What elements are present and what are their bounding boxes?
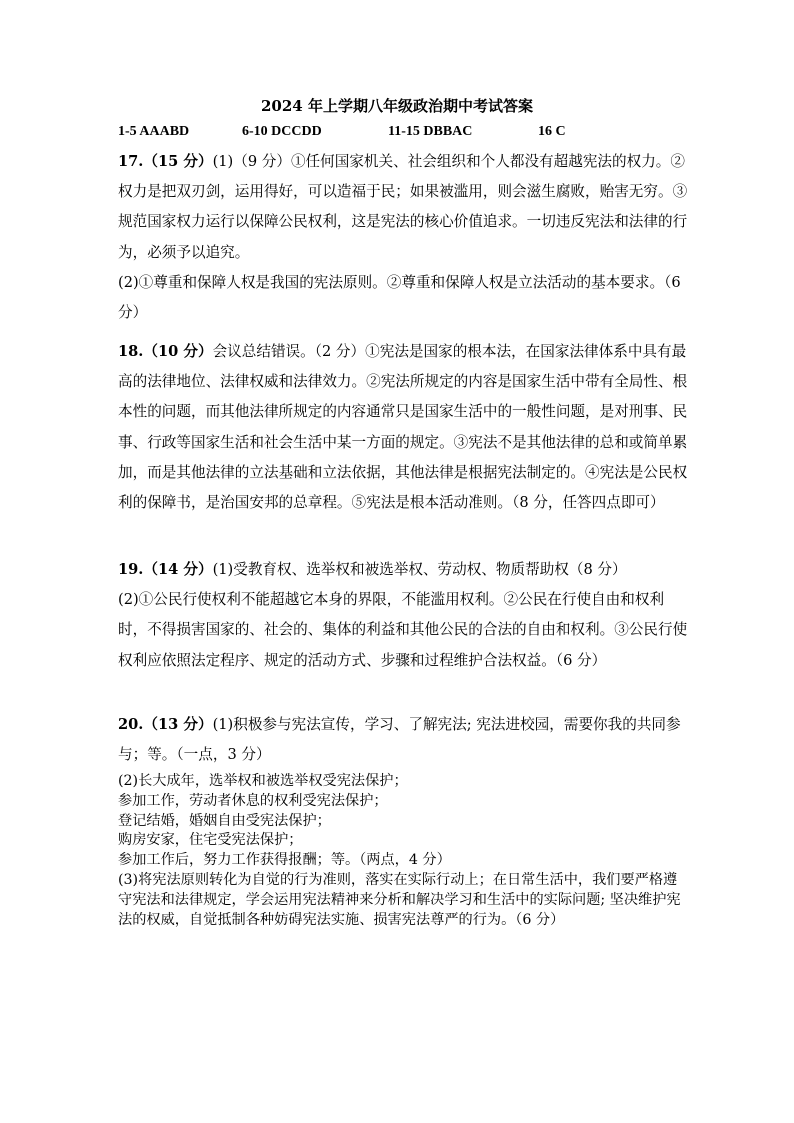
page-title: 2024 年上学期八年级政治期中考试答案 [261,97,533,115]
q17-number: 17.（15 分） [118,153,213,170]
q18-number: 18.（10 分） [118,343,213,360]
q18-text: 会议总结错误。（2 分）①宪法是国家的根本法，在国家法律体系中具有最高的法律地位、法律权威和法律效力。②宪法所规定的内容是国家生活中带有全局性、根本性的问题，而其他法律所规定的内容通常只是国家生活中的一般性问题，是对刑事、民事、行政等国家生活和社会生活中某一方面的规定。③宪法不是其他法律的总和或简单累加，而是其他法律的立法基础和立法依据，其他法律是根据宪法制定的。④宪法是公民权利的保障书，是治国安邦的总章程。⑤宪法是根本活动准则。（8 分，任答四点即可） [118,343,688,512]
q20-part2-line: 参加工作，劳动者休息的权利受宪法保护； [118,792,388,809]
q19-part2: (2)①公民行使权利不能超越它本身的界限，不能滥用权利。②公民在行使自由和权利时，不得损害国家的、社会的、集体的利益和其他公民的合法的自由和权利。③公民行使权利应依照法定程序、规定的活动方式、步骤和过程维护合法权益。（6 分） [118,591,688,669]
question-18 [118,337,688,518]
question-20 [118,710,688,770]
answer-16: 16 C [538,124,566,139]
question-17 [118,147,688,328]
q20-part3: (3)将宪法原则转化为自觉的行为准则，落实在实际行动上；在日常生活中，我们要严格遵守宪法和法律规定，学会运用宪法精神来分析和解决学习和生活中的实际问题; 坚决维护宪法的权威，自觉抵制各种妨碍宪法实施、损害宪法尊严的行为。（6 分） [118,871,681,928]
q17-part1 [118,147,688,268]
q20-part2-line: 参加工作后，努力工作获得报酬；等。（两点，4 分） [118,852,451,869]
q19-part1-text: (1)受教育权、选举权和被选举权、劳动权、物质帮助权（8 分） [212,561,627,578]
q20-part2 [118,772,688,930]
q17-part2: (2)①尊重和保障人权是我国的宪法原则。②尊重和保障人权是立法活动的基本要求。（6 分） [118,273,681,322]
q18-body [118,337,688,518]
question-19 [118,555,688,676]
q20-part2-line: 购房安家，住宅受宪法保护； [118,832,303,849]
answers-6-10: 6-10 DCCDD [242,124,322,139]
q19-number: 19.（14 分） [118,561,213,578]
q20-part2-line: 登记结婚，婚姻自由受宪法保护； [118,812,331,829]
answers-1-5: 1-5 AAABD [118,124,190,139]
q20-part1-text: (1)积极参与宪法宣传，学习、了解宪法; 宪法进校园，需要你我的共同参与；等。（一点，3 分） [118,716,681,764]
q20-part2-line: (2)长大成年，选举权和被选举权受宪法保护； [118,773,408,789]
answers-11-15: 11-15 DBBAC [388,124,473,139]
q19-part1 [118,555,688,585]
multiple-choice-answers [118,124,566,140]
q20-number: 20.（13 分） [118,716,213,733]
q17-part1-text: (1)（9 分）①任何国家机关、社会组织和个人都没有超越宪法的权力。②权力是把双刃剑，运用得好，可以造福于民；如果被滥用，则会滋生腐败，贻害无穷。③规范国家权力运行以保障公民权利，这是宪法的核心价值追求。一切违反宪法和法律的行为，必须予以追究。 [118,153,688,261]
q20-part1 [118,710,688,770]
